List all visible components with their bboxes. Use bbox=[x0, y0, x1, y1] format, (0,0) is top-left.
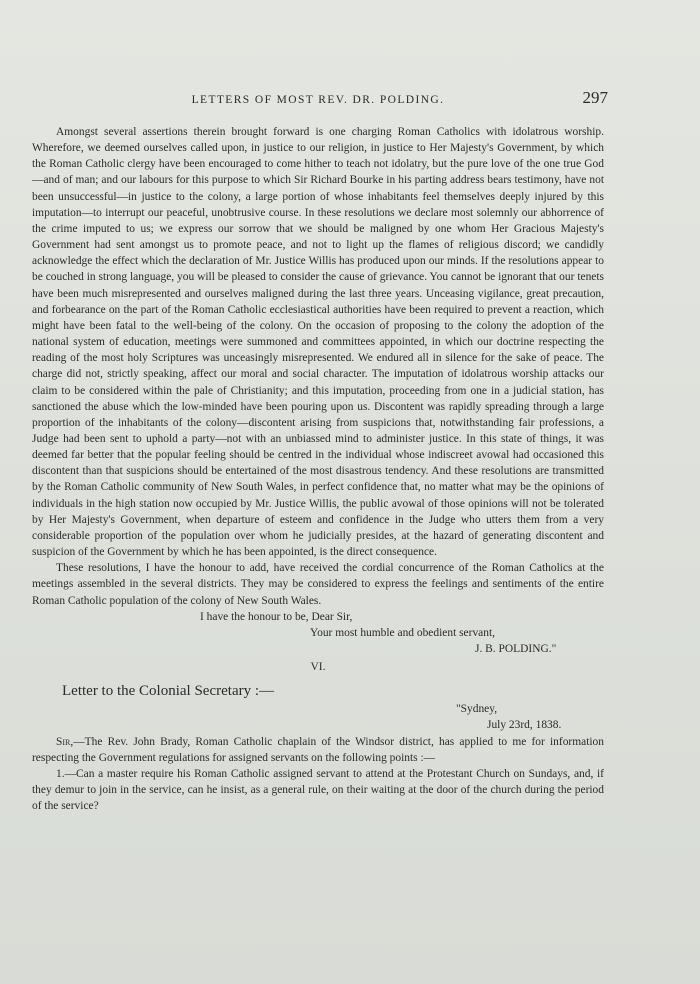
paragraph-resolutions: These resolutions, I have the honour to add, have received the cordial concurrence of the Roman Catholics at the meetings assembled in the several districts. They may be considered to express the feelings and sentiments of the entire Roman Catholic population of the colony of New South Wales. bbox=[32, 562, 604, 607]
salutation: Sir, bbox=[56, 735, 74, 748]
letter-paragraph-brady bbox=[32, 734, 604, 766]
dateline-place: "Sydney, bbox=[456, 703, 498, 716]
letter-text: —The Rev. John Brady, Roman Catholic chaplain of the Windsor district, has applied to me for information respecting the Government regulations for assigned servants on the following points :— bbox=[32, 735, 604, 764]
closing-line: Your most humble and obedient servant, bbox=[310, 626, 495, 639]
paragraph-assertions: Amongst several assertions therein brought forward is one charging Roman Catholics with idolatrous worship. Wherefore, we deemed ourselves called upon, in justice to our religion, in justice to Her Majesty's Government, by which the Roman Catholic clergy have been encouraged to come hither to teach not idolatry, but the pure love of the one true God—and of man; and our labours for this purpose to which Sir Richard Bourke in his parting address bears testimony, have not been unsuccessful—in justice to the colony, a large portion of whose inhabitants feel themselves deeply injured by this imputation—to interrupt our peaceful, unobtrusive course. In these resolutions we declare most solemnly our abhorrence of the crime imputed to us; we express our sorrow that we should be maligned by one whom Her Gracious Majesty's Government had sent amongst us to promote peace, and not to light up the flames of religious discord; we candidly acknowledge the effect which the declaration of Mr. Justice Willis has produced upon our minds. If the resolutions appear to be couched in strong language, you will be pleased to consider the cause of grievance. You cannot be ignorant that our tenets have been much misrepresented and ourselves maligned during the last three years. Unceasing vigilance, great precaution, and forbearance on the part of the Roman Catholic ecclesiastical authorities have been required to prevent a reaction, which might have been fatal to the well-being of the colony. On the occasion of proposing to the colony the adoption of the national system of education, meetings were summoned and committees appointed, in which our doctrine respecting the reading of the most holy Scriptures was unceasingly misrepresented. We endured all in silence for the sake of peace. The charge did not, strictly speaking, affect our moral and social character. The imputation of idolatrous worship attacks our claim to be considered within the pale of Christianity; and this imputation, proceeding from one in a judicial station, has sanctioned the abuse which the low-minded have been pouring upon us. Discontent was rapidly spreading through a large proportion of the inhabitants of the colony—discontent arising from suspicions that, notwithstanding fair professions, a Judge had been sent to uphold a party—not with an unbiassed mind to administer justice. In this state of things, it was deemed far better that the popular feeling should be centred in the individual whose indiscreet avowal had occasioned this discontent than that suspicions should be entertained of the most disastrous tendency. And these resolutions are transmitted by the Roman Catholic community of New South Wales, in perfect confidence that, no matter what may be the opinions of individuals in the high station now occupied by Mr. Justice Willis, the public avowal of those opinions will not be tolerated by Her Majesty's Government, when departure of esteem and confidence in the Judge who utters them from a very considerable proportion of the population over whom he judicially presides, at the hazard of generating discontent and suspicion of the Government by which he has been appointed, is the direct consequence. bbox=[32, 126, 604, 559]
closing-line: I have the honour to be, Dear Sir, bbox=[200, 610, 353, 623]
letter-closing bbox=[32, 609, 604, 657]
letter-heading: Letter to the Colonial Secretary :— bbox=[62, 683, 275, 700]
letter-paragraph-question-1: 1.—Can a master require his Roman Catholic assigned servant to attend at the Protestant Church on Sundays, and, if they demur to join in the service, can he insist, as a general rule, on their waiting at the door of the church during the period of the service? bbox=[32, 767, 604, 813]
page-number: 297 bbox=[582, 88, 608, 107]
page-header bbox=[32, 88, 608, 112]
section-number: VI. bbox=[310, 661, 326, 674]
signature: J. B. POLDING." bbox=[475, 643, 557, 655]
page-body bbox=[32, 124, 604, 814]
running-head: LETTERS OF MOST REV. DR. POLDING. bbox=[191, 94, 445, 106]
dateline-date: July 23rd, 1838. bbox=[487, 719, 562, 732]
